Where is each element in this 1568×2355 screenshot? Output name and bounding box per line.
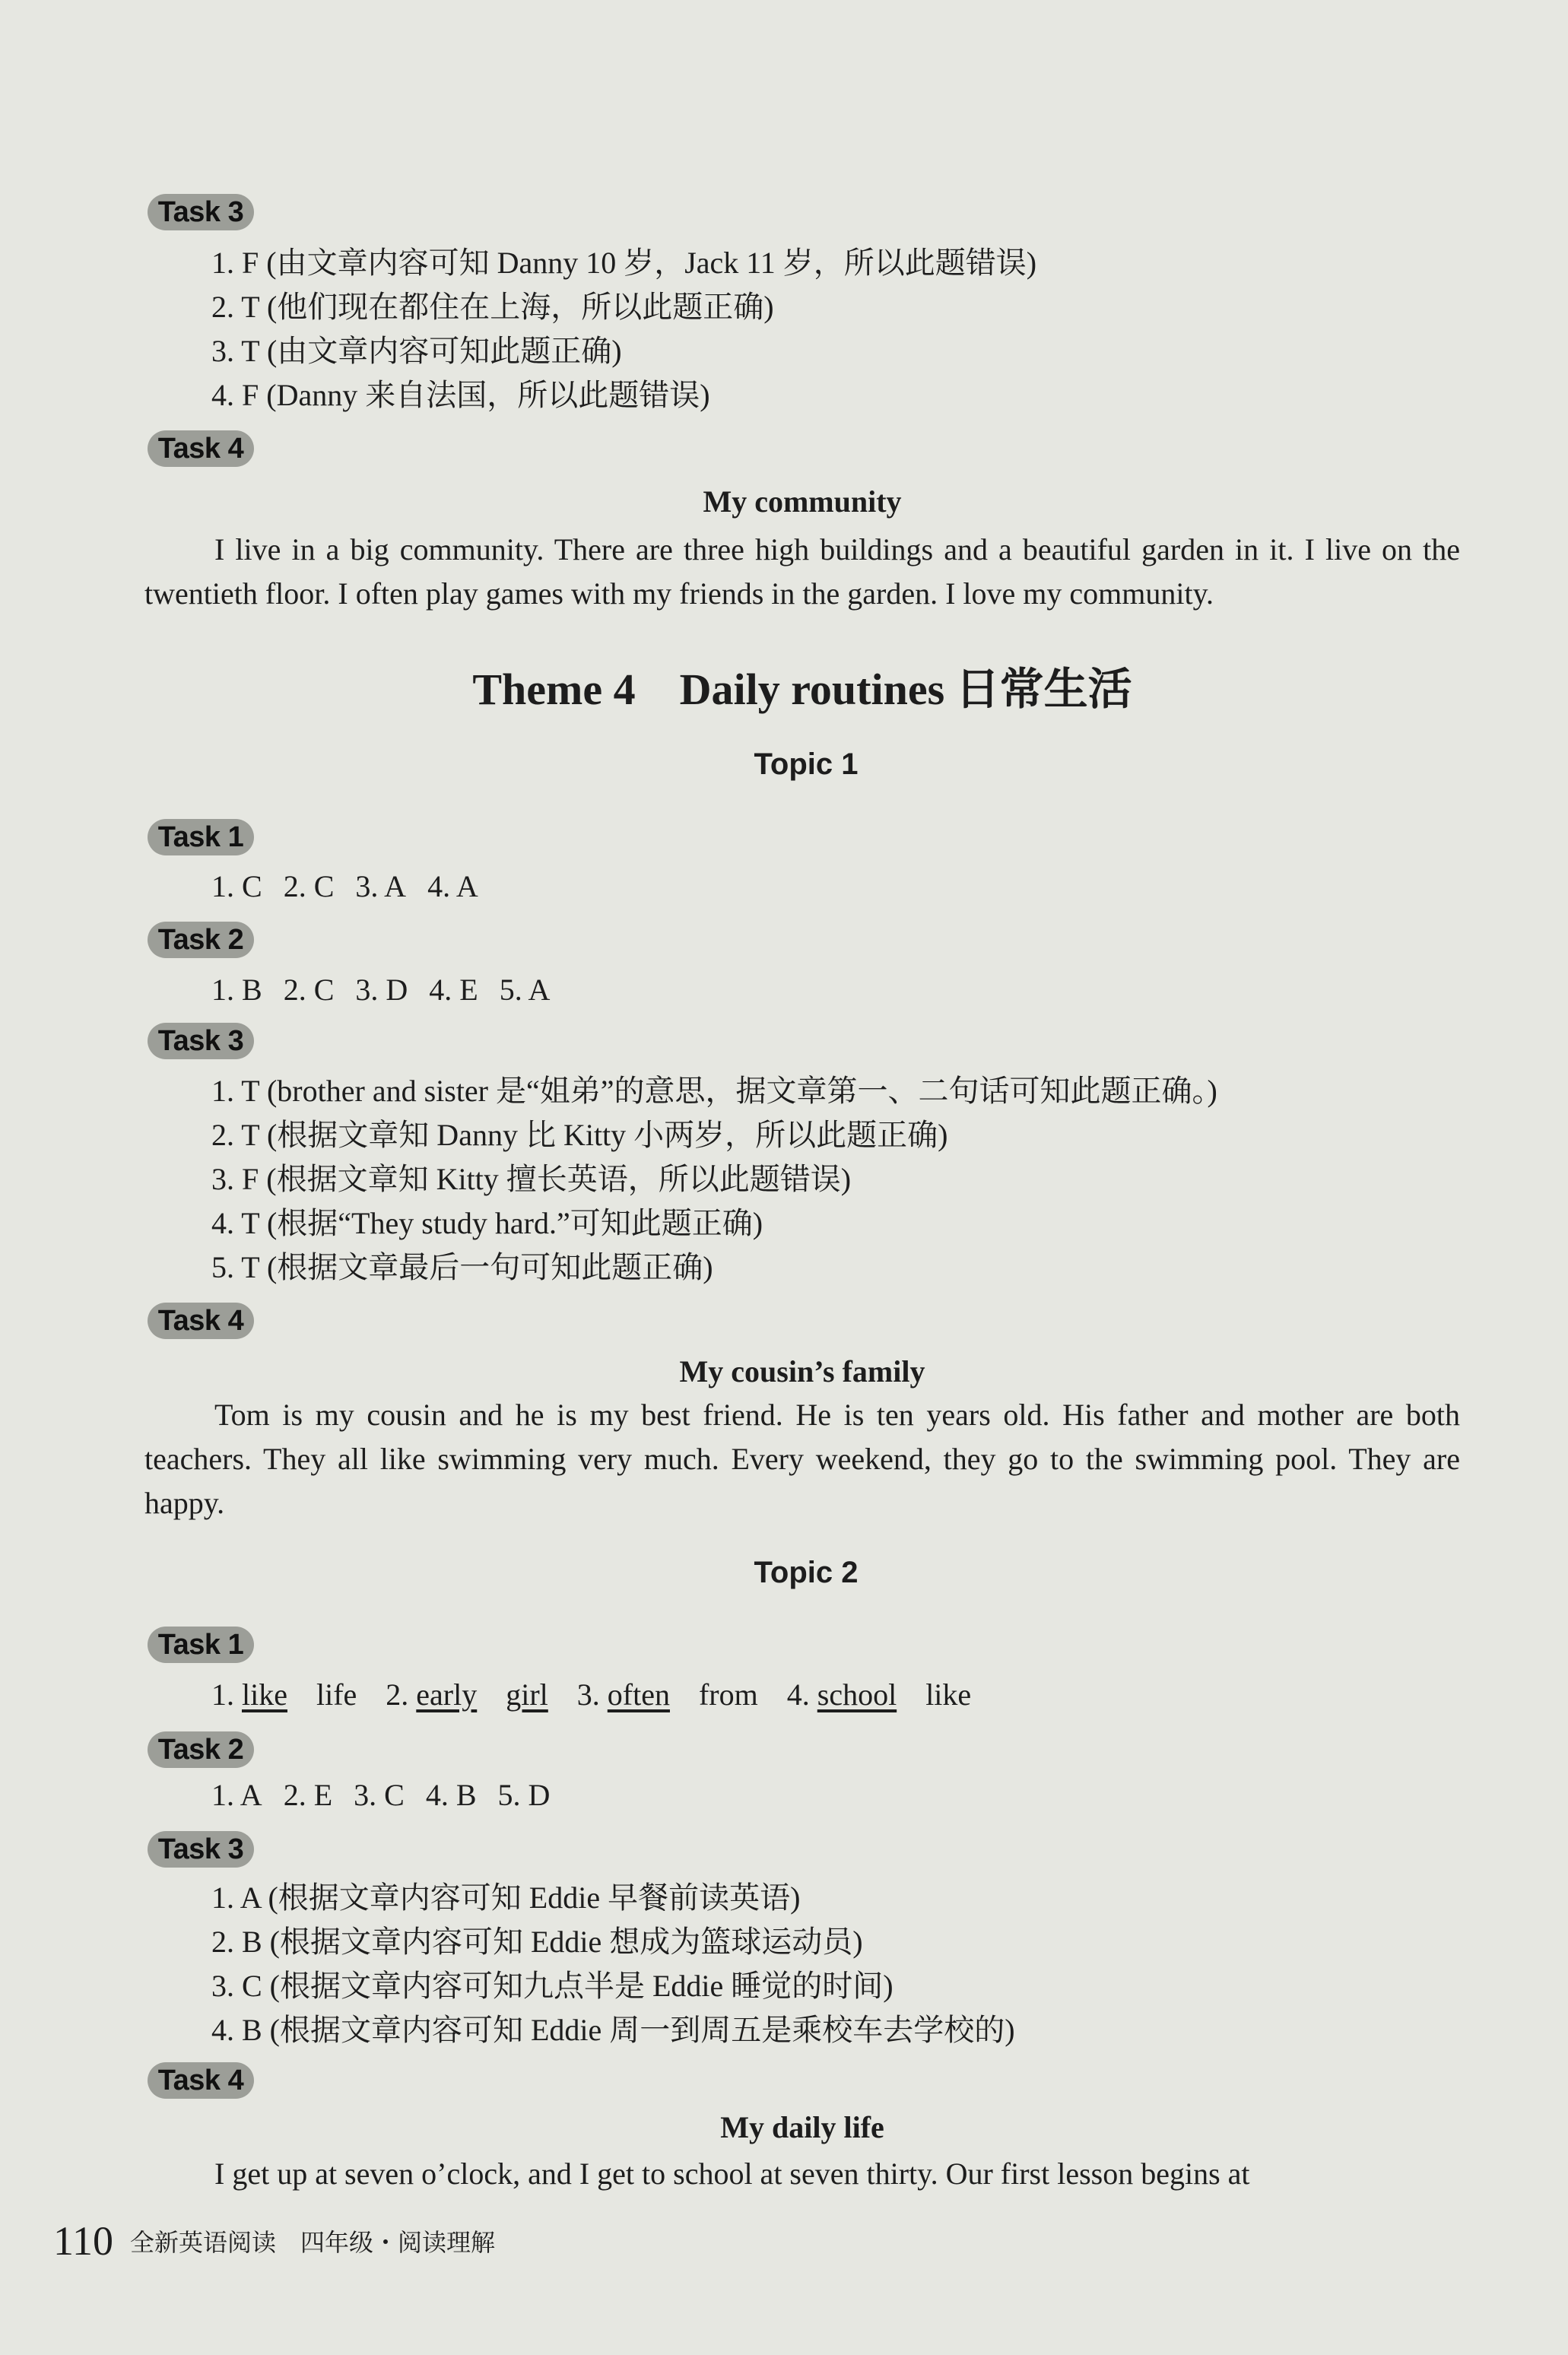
answer-line: 2. T (根据文章知 Danny 比 Kitty 小两岁，所以此题正确)	[211, 1118, 948, 1152]
task-badge: Task 3	[148, 1831, 254, 1868]
task-badge: Task 3	[148, 194, 254, 230]
answer-line	[211, 868, 478, 905]
passage-text: I get up at seven o’clock, and I get to school at seven thirty. Our first lesson begins at	[214, 2157, 1250, 2191]
passage-title: My daily life	[720, 2110, 884, 2144]
answer-line: 2. B (根据文章内容可知 Eddie 想成为篮球运动员)	[211, 1925, 863, 1959]
answer: 2. E	[283, 1778, 333, 1812]
answer-line: 1. F (由文章内容可知 Danny 10 岁，Jack 11 岁，所以此题错误)	[211, 246, 1037, 280]
book-title: 全新英语阅读 四年级・阅读理解	[130, 2228, 496, 2257]
answer: 4. A	[427, 869, 478, 903]
answer: 3. D	[355, 973, 408, 1007]
answer: 5. D	[497, 1778, 551, 1812]
task-badge: Task 4	[148, 2062, 254, 2099]
answer: 4. E	[429, 973, 478, 1007]
page-footer	[53, 2217, 495, 2265]
answer: 2. C	[283, 973, 335, 1007]
answer: 1. C	[211, 869, 262, 903]
answer-line	[211, 972, 550, 1008]
page-number: 110	[53, 2218, 113, 2264]
topic-heading: Topic 2	[754, 1556, 859, 1589]
answer: 1. B	[211, 973, 262, 1007]
word: like	[925, 1677, 972, 1712]
answer: 2. C	[283, 869, 335, 903]
answer: 3. C	[354, 1778, 405, 1812]
answer: 1. A	[211, 1778, 262, 1812]
answer: 3. A	[355, 869, 407, 903]
task-badge: Task 4	[148, 1303, 254, 1339]
theme-heading: Theme 4 Daily routines 日常生活	[472, 665, 1132, 714]
word: life	[316, 1677, 357, 1712]
task-badge: Task 3	[148, 1023, 254, 1059]
answer-line: 1. T (brother and sister 是“姐弟”的意思，据文章第一、二句话可知此题正确。)	[211, 1074, 1217, 1108]
word: from	[698, 1677, 758, 1712]
topic-heading: Topic 1	[754, 747, 859, 781]
task-badge: Task 1	[148, 1627, 254, 1663]
passage-text: I live in a big community. There are three high buildings and a beautiful garden in it. I live on the twentieth floor. I often play games with my friends in the garden. I love my community.	[144, 532, 1460, 611]
answer: 5. A	[499, 973, 551, 1007]
task-badge: Task 2	[148, 922, 254, 958]
answer-line: 3. T (由文章内容可知此题正确)	[211, 334, 622, 368]
answer-line: 5. T (根据文章最后一句可知此题正确)	[211, 1250, 713, 1284]
answer-line: 4. T (根据“They study hard.”可知此题正确)	[211, 1206, 763, 1240]
answer-line: 4. B (根据文章内容可知 Eddie 周一到周五是乘校车去学校的)	[211, 2013, 1015, 2047]
underlined-word: often	[607, 1677, 670, 1712]
answer-line: 2. T (他们现在都住在上海，所以此题正确)	[211, 290, 774, 324]
task-badge: Task 4	[148, 430, 254, 467]
passage-title: My cousin’s family	[679, 1354, 925, 1389]
task-badge: Task 1	[148, 819, 254, 855]
answer-line: 3. C (根据文章内容可知九点半是 Eddie 睡觉的时间)	[211, 1969, 894, 2003]
passage-title: My community	[703, 484, 902, 519]
answer-line: 1. A (根据文章内容可知 Eddie 早餐前读英语)	[211, 1881, 801, 1915]
underlined-word: early	[416, 1677, 478, 1712]
passage-text: Tom is my cousin and he is my best friend. He is ten years old. His father and mother are both teachers. They all like swimming very much. Every weekend, they go to the swimming pool. They are happy.	[144, 1398, 1460, 1520]
task-badge: Task 2	[148, 1731, 254, 1768]
underlined-word: like	[242, 1677, 287, 1712]
underlined-word: girl	[506, 1677, 548, 1712]
answer-line: 3. F (根据文章知 Kitty 擅长英语，所以此题错误)	[211, 1162, 852, 1196]
answer-line: 1. like life 2. early girl 3. often from 4. school like	[211, 1677, 972, 1712]
answer-line	[211, 1777, 550, 1814]
underlined-word: school	[817, 1677, 897, 1712]
answer: 4. B	[425, 1778, 477, 1812]
answer-line: 4. F (Danny 来自法国，所以此题错误)	[211, 378, 710, 412]
